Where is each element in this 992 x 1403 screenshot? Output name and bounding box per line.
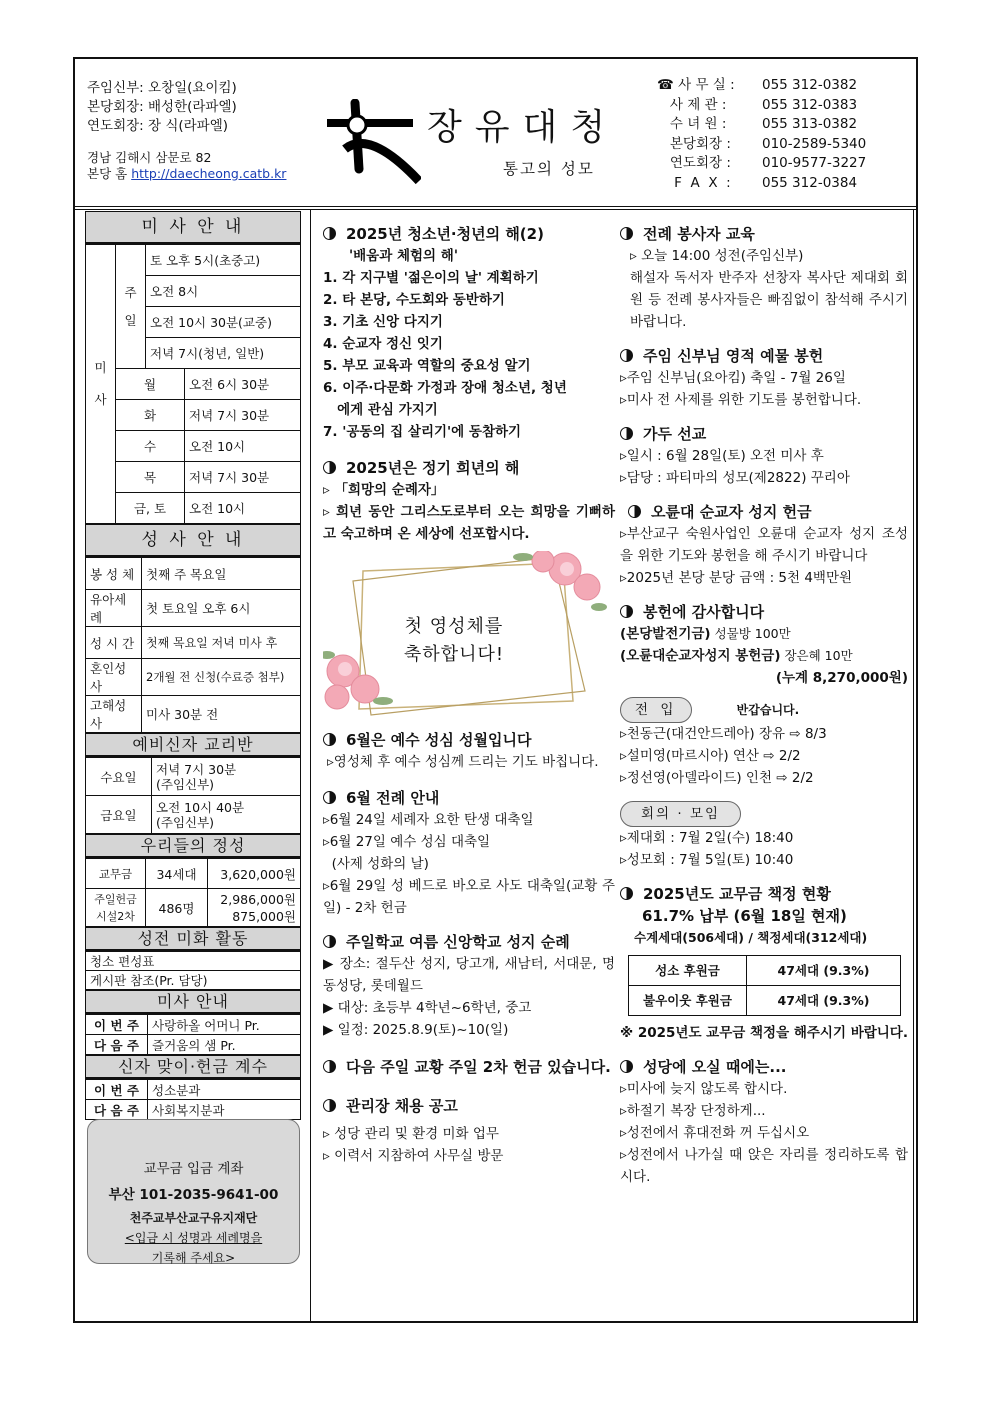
section-title: 봉헌에 감사합니다 <box>643 603 765 621</box>
communion-line: 축하합니다! <box>403 644 505 665</box>
section-manager <box>323 1095 615 1117</box>
section-title: 2025년 청소년·청년의 해(2) <box>346 225 544 243</box>
list-item: 7. '공동의 집 살리기'에 동참하기 <box>323 424 522 440</box>
list-item: ▹ 성당 관리 및 환경 미화 업무 <box>323 1126 499 1142</box>
sacrament-label: 성 시 간 <box>86 627 142 659</box>
list-item: ▹성전에서 나가실 때 앉은 자리를 정리하도록 합시다. <box>620 1147 908 1185</box>
art-table <box>85 951 301 990</box>
list-item: 2. 타 본당, 수도회와 동반하기 <box>323 292 505 308</box>
account-holder: 천주교부산교구유지재단 <box>129 1211 258 1225</box>
weekday-label: 목 <box>116 462 185 493</box>
list-item: ▹6월 29일 성 베드로 바오로 사도 대축일(교황 주일) - 2차 헌금 <box>323 878 615 916</box>
weekday-mass-time: 오전 10시 <box>185 493 301 524</box>
list-item: ▹담당 : 파티마의 성모(제2822) 꾸리아 <box>620 470 850 486</box>
sunday-label: 주 일 <box>116 245 146 369</box>
parish-address: 경남 김해시 삼문로 82 <box>87 150 212 165</box>
account-number: 부산 101-2035-9641-00 <box>108 1187 279 1203</box>
first-communion-wreath <box>323 551 611 721</box>
bulletin-header <box>75 59 916 207</box>
half-circle-icon <box>323 935 336 948</box>
sacrament-table <box>85 557 301 733</box>
section-street-mission <box>620 423 908 445</box>
section-jubilee <box>323 457 615 479</box>
half-circle-icon <box>323 461 336 474</box>
list-item: ▹성전에서 휴대전화 꺼 두십시오 <box>620 1125 810 1141</box>
section-title: 2025년은 정기 희년의 해 <box>346 459 520 477</box>
mass-guide-label: 이 번 주 <box>86 1015 148 1035</box>
list-item: 4. 순교자 정신 잇기 <box>323 336 443 352</box>
catechumen-teacher: (주임신부) <box>156 814 215 830</box>
sacrament-heading: 성 사 안 내 <box>85 524 301 557</box>
section-next-sunday <box>323 1055 615 1079</box>
half-circle-icon <box>628 505 641 518</box>
communion-line: 첫 영성체를 <box>404 616 504 637</box>
half-circle-icon <box>620 227 633 240</box>
tithe-households: 수계세대(506세대) / 책정세대(312세대) <box>634 930 868 945</box>
youth-list <box>323 267 615 443</box>
list-item: 3. 기초 신앙 다지기 <box>323 314 443 330</box>
liturgy-edu-line: ▹ 오늘 14:00 성전(주임신부) <box>630 248 804 264</box>
catechumen-table <box>85 757 301 834</box>
offering-count: 34세대 <box>146 859 208 889</box>
contact-row: F A X : 055 312-0384 <box>657 174 858 191</box>
offering-label: 교무금 <box>86 859 146 889</box>
tithe-table <box>628 955 901 1016</box>
list-item: ▶ 일정: 2025.8.9(토)~10(일) <box>323 1022 509 1038</box>
sacrament-value: 첫째 주 목요일 <box>142 558 301 590</box>
account-note: 기록해 주세요> <box>151 1251 236 1265</box>
weekday-label: 월 <box>116 369 185 400</box>
sacrament-value: 첫 토요일 오후 6시 <box>142 590 301 627</box>
mass-side-label: 미 사 <box>86 245 116 524</box>
section-title: 관리장 채용 공고 <box>346 1097 458 1115</box>
cross-logo-icon <box>325 99 421 185</box>
right-column <box>620 219 908 1188</box>
weekday-label: 금, 토 <box>116 493 185 524</box>
section-tithe <box>620 883 908 905</box>
column-divider <box>913 209 914 1323</box>
section-june <box>323 787 615 809</box>
transfer-list <box>620 723 908 789</box>
home-link[interactable]: http://daecheong.catb.kr <box>131 166 287 181</box>
column-divider <box>310 209 311 1323</box>
list-item: 에게 관심 가지기 <box>323 402 438 418</box>
sacrament-value: 미사 30분 전 <box>142 696 301 733</box>
street-list <box>620 445 908 489</box>
section-title: 전례 봉사자 교육 <box>643 225 755 243</box>
mass-guide-value: 사랑하올 어머니 Pr. <box>148 1015 301 1035</box>
half-circle-icon <box>620 887 633 900</box>
section-title: 가두 선교 <box>643 425 707 443</box>
catechumen-day: 수요일 <box>86 758 152 796</box>
bulletin-subtitle: 통고의 성모 <box>503 160 595 178</box>
left-column <box>85 211 301 1120</box>
section-title: 6월 전례 안내 <box>346 789 440 807</box>
half-circle-icon <box>620 1060 633 1073</box>
jubilee-line: ▹ 「희망의 순례자」 <box>323 482 445 498</box>
section-thanks <box>620 601 908 623</box>
list-item: ▹미사에 늦지 않도록 합시다. <box>620 1081 788 1097</box>
home-label: 본당 홈 <box>87 166 132 181</box>
section-visit <box>620 1056 908 1078</box>
martyr-text: ▹부산교구 숙원사업인 오륜대 순교자 성지 조성을 위한 기도와 봉헌을 해 주시기 바랍니다 <box>620 526 908 564</box>
sunday-mass-time: 오전 10시 30분(교중) <box>146 307 301 338</box>
section-martyr <box>620 501 908 523</box>
sunday-offering-label: 주일헌금 <box>94 892 137 906</box>
section-title: 다음 주일 교황 주일 2차 헌금 있습니다. <box>346 1058 611 1076</box>
section-title: 주일학교 여름 신앙학교 성지 순례 <box>346 933 570 951</box>
weekday-mass-time: 저녁 7시 30분 <box>185 400 301 431</box>
thanks-total: (누계 8,270,000원) <box>775 670 908 686</box>
sunday-offering-amount: 2,986,000원 <box>220 891 296 907</box>
weekday-label: 화 <box>116 400 185 431</box>
mass-schedule-heading: 미 사 안 내 <box>85 211 301 244</box>
weekday-label: 수 <box>116 431 185 462</box>
jubilee-text: ▹ 희년 동안 그리스도로부터 오는 희망을 기뻐하고 숙고하며 온 세상에 선포합시다. <box>323 504 615 542</box>
half-circle-icon <box>323 227 336 240</box>
list-item: ▹일시 : 6월 28일(토) 오전 미사 후 <box>620 448 824 464</box>
list-item: ▶ 장소: 절두산 성지, 당고개, 새남터, 서대문, 명동성당, 롯데월드 <box>323 956 615 994</box>
section-title: 성당에 오실 때에는... <box>643 1058 787 1076</box>
half-circle-icon <box>323 1060 336 1073</box>
weekday-mass-time: 저녁 7시 30분 <box>185 462 301 493</box>
half-circle-icon <box>620 605 633 618</box>
offering-heading: 우리들의 정성 <box>85 834 301 858</box>
mass-schedule-table <box>85 244 301 524</box>
list-item: 6. 이주·다문화 가정과 장애 청소년, 청년 <box>323 380 567 396</box>
sunday-offering-count: 486명 <box>146 889 208 927</box>
manager-list <box>323 1123 615 1167</box>
weekday-mass-time: 오전 6시 30분 <box>185 369 301 400</box>
tithe-label: 성소 후원금 <box>629 956 747 986</box>
sacrament-label: 봉 성 체 <box>86 558 142 590</box>
transfer-welcome: 반갑습니다. <box>736 703 800 717</box>
martyr-amount: ▹2025년 본당 분당 금액 : 5천 4백만원 <box>620 570 853 586</box>
half-circle-icon <box>620 427 633 440</box>
meeting-pill: 회의 · 모임 <box>620 801 741 827</box>
section-liturgy-edu <box>620 223 908 245</box>
list-item: ▹6월 27일 예수 성심 대축일 <box>323 834 491 850</box>
list-item: ▹6월 24일 세례자 요한 탄생 대축일 <box>323 812 534 828</box>
sacrament-value: 첫째 목요일 저녁 미사 후 <box>142 627 301 659</box>
bulletin-frame <box>73 57 918 1323</box>
header-divider <box>75 209 916 210</box>
communion-message <box>379 613 529 669</box>
bank-account-box <box>87 1119 300 1264</box>
june-list <box>323 809 615 919</box>
catechumen-day: 금요일 <box>86 796 152 834</box>
middle-column <box>323 219 615 1167</box>
catechumen-heading: 예비신자 교리반 <box>85 733 301 757</box>
sacrament-label: 혼인성사 <box>86 659 142 696</box>
section-title: 2025년도 교무금 책정 현황 <box>643 885 831 903</box>
contact-row: ☎ 사 무 실 : 055 312-0382 <box>657 77 858 93</box>
offering-amount: 3,620,000원 <box>208 859 301 889</box>
liturgy-edu-text: 해설자 독서자 반주자 선창자 복사단 제대회 회원 등 전례 봉사자들은 빠짐없이 참석해 주시기 바랍니다. <box>630 270 908 330</box>
contact-row: 연도회장 : 010-9577-3227 <box>657 155 867 171</box>
youth-quote: '배움과 체험의 해' <box>349 248 458 264</box>
welcome-value: 성소분과 <box>148 1080 301 1100</box>
chair-name: 본당회장: 배성한(라파엘) <box>87 99 237 115</box>
meeting-header <box>620 801 908 827</box>
list-item: ▹ 이력서 지참하여 사무실 방문 <box>323 1148 504 1164</box>
list-item: ▹성모회 : 7월 5일(토) 10:40 <box>620 852 794 868</box>
half-circle-icon <box>323 1099 336 1112</box>
section-title: 주임 신부님 영적 예물 봉헌 <box>643 347 824 365</box>
parish-info <box>87 79 286 182</box>
section-feast <box>620 345 908 367</box>
feast-list <box>620 367 908 411</box>
sunday-school-list <box>323 953 615 1041</box>
section-title: 오륜대 순교자 성지 헌금 <box>651 503 812 521</box>
contact-list <box>657 76 866 193</box>
tithe-value: 47세대 (9.3%) <box>747 956 901 986</box>
catechumen-teacher: (주임신부) <box>156 776 215 792</box>
welcome-label: 다 음 주 <box>86 1100 148 1120</box>
tithe-label: 불우이웃 후원금 <box>629 986 747 1016</box>
contact-row: 본당회장 : 010-2589-5340 <box>657 135 867 152</box>
half-circle-icon <box>620 349 633 362</box>
list-item: 5. 부모 교육과 역할의 중요성 알기 <box>323 358 531 374</box>
visit-list <box>620 1078 908 1188</box>
sunday-mass-time: 오전 8시 <box>146 276 301 307</box>
list-item: ▹제대회 : 7월 2일(수) 18:40 <box>620 830 794 846</box>
section-sunday-school <box>323 931 615 953</box>
meeting-list <box>620 827 908 871</box>
mass-guide-heading: 미사 안내 <box>85 990 301 1014</box>
bulletin-title: 장유대청 <box>427 107 619 148</box>
welcome-value: 사회복지분과 <box>148 1100 301 1120</box>
list-item: 1. 각 지구별 '젊은이의 날' 계획하기 <box>323 270 539 286</box>
list-item: (사제 성화의 날) <box>323 856 429 872</box>
welcome-heading: 신자 맞이·헌금 계수 <box>85 1055 301 1079</box>
sacrament-value: 2개월 전 신청(수료증 첨부) <box>142 659 301 696</box>
mass-guide-value: 즐거움의 샘 Pr. <box>148 1035 301 1055</box>
art-row: 게시판 참조(Pr. 담당) <box>86 971 301 990</box>
transfer-header <box>620 697 908 723</box>
sunday-mass-time: 토 오후 5시(초중고) <box>146 245 301 276</box>
catechumen-time: 저녁 7시 30분 <box>156 761 237 777</box>
sacrament-label: 고해성사 <box>86 696 142 733</box>
art-row: 청소 편성표 <box>86 952 301 971</box>
half-circle-icon <box>323 791 336 804</box>
contact-row: 사 제 관 : 055 312-0383 <box>657 96 858 113</box>
district-chair-name: 연도회장: 장 식(라파엘) <box>87 118 229 134</box>
list-item: ▹주임 신부님(요아킴) 축일 - 7월 26일 <box>620 370 846 386</box>
offering-table <box>85 858 301 927</box>
sacred-heart-text: ▹영성체 후 예수 성심께 드리는 기도 바칩니다. <box>327 754 599 770</box>
list-item: ▹천동근(대건안드레아) 장유 ⇨ 8/3 <box>620 726 827 742</box>
mass-guide-table <box>85 1014 301 1055</box>
catechumen-time: 오전 10시 40분 <box>156 799 245 815</box>
tithe-value: 47세대 (9.3%) <box>747 986 901 1016</box>
home-line <box>87 166 286 182</box>
account-note: <입금 시 성명과 세례명을 <box>124 1231 263 1245</box>
thanks-line: (오륜대순교자성지 봉헌금) 장은혜 10만 <box>620 648 853 664</box>
tithe-note: ※ 2025년도 교무금 책정을 해주시기 바랍니다. <box>620 1025 908 1041</box>
half-circle-icon <box>323 733 336 746</box>
list-item: ▹정선영(아델라이드) 인천 ⇨ 2/2 <box>620 770 814 786</box>
section-title: 6월은 예수 성심 성월입니다 <box>346 731 532 749</box>
facility-offering-amount: 875,000원 <box>232 908 296 924</box>
welcome-table <box>85 1079 301 1120</box>
list-item: ▹미사 전 사제를 위한 기도를 봉헌합니다. <box>620 392 862 408</box>
mass-guide-label: 다 음 주 <box>86 1035 148 1055</box>
account-heading: 교무금 입금 계좌 <box>143 1161 244 1177</box>
art-heading: 성전 미화 활동 <box>85 927 301 951</box>
section-youth <box>323 223 615 245</box>
list-item: ▹설미영(마르시아) 연산 ⇨ 2/2 <box>620 748 801 764</box>
welcome-label: 이 번 주 <box>86 1080 148 1100</box>
contact-row: 수 녀 원 : 055 313-0382 <box>657 116 858 132</box>
transfer-pill: 전 입 <box>620 697 692 723</box>
thanks-line: (본당발전기금) 성물방 100만 <box>620 626 791 642</box>
section-sacred-heart <box>323 729 615 751</box>
weekday-mass-time: 오전 10시 <box>185 431 301 462</box>
list-item: ▹하절기 복장 단정하게... <box>620 1103 766 1119</box>
sacrament-label: 유아세례 <box>86 590 142 627</box>
facility-offering-label: 시설2차 <box>96 909 135 923</box>
pastor-name: 주임신부: 오창일(요이킴) <box>87 80 237 96</box>
tithe-rate: 61.7% 납부 (6월 18일 현재) <box>642 907 847 925</box>
sunday-mass-time: 저녁 7시(청년, 일반) <box>146 338 301 369</box>
list-item: ▶ 대상: 초등부 4학년~6학년, 중고 <box>323 1000 532 1016</box>
